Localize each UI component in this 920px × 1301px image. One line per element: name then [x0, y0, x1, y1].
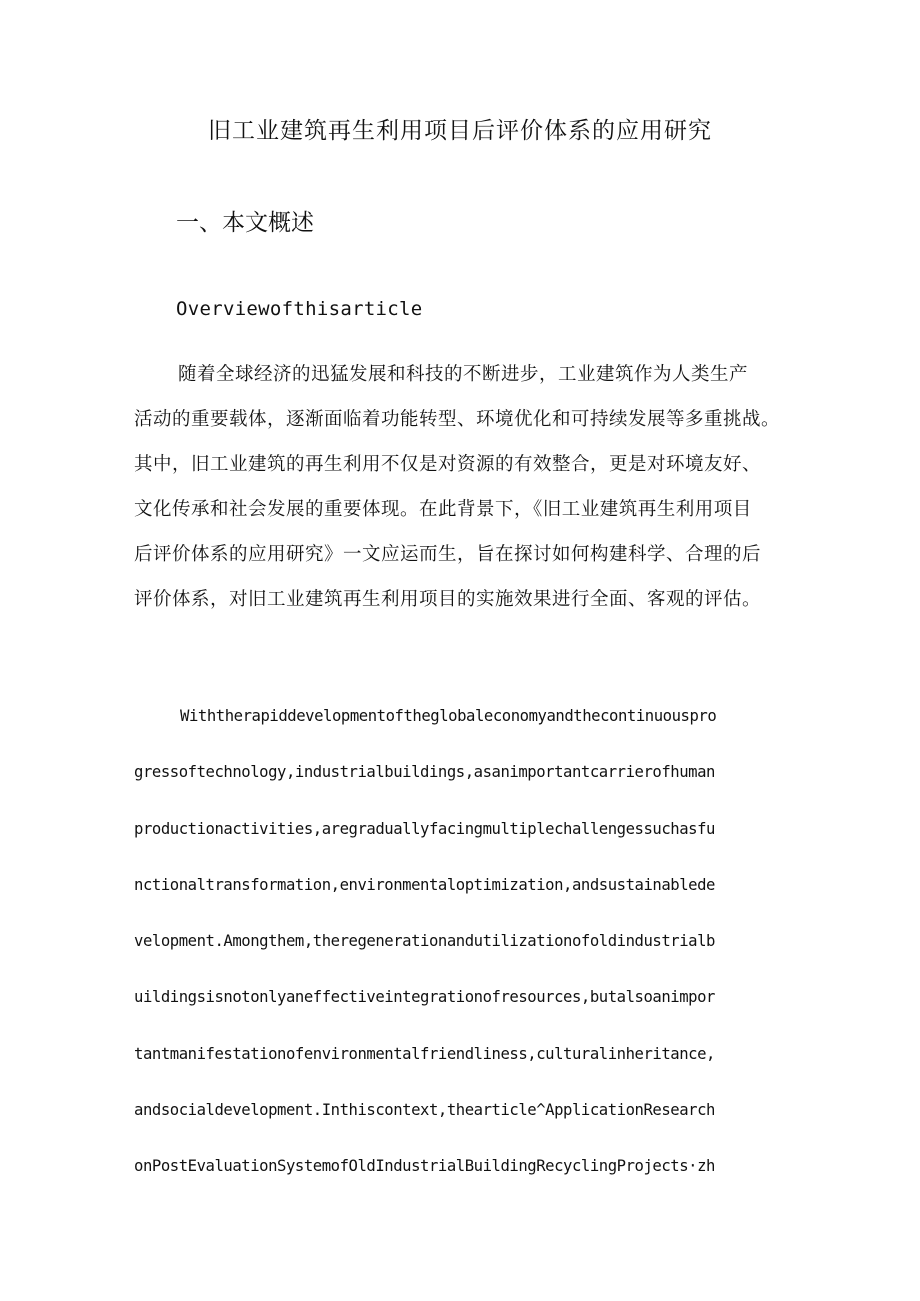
paragraph-line: 活动的重要载体，逐渐面临着功能转型、环境优化和可持续发展等多重挑战。 — [134, 409, 781, 430]
section-heading-en: Overviewofthisarticle — [176, 298, 423, 320]
section-heading: 一、本文概述 — [176, 210, 314, 236]
paragraph-line: tantmanifestationofenvironmentalfriendliness,culturalinheritance, — [134, 1044, 715, 1063]
paragraph-line: gressoftechnology,industrialbuildings,asanimportantcarrierofhuman — [134, 763, 715, 782]
paragraph-line: 文化传承和社会发展的重要体现。在此背景下，《旧工业建筑再生利用项目 — [134, 499, 752, 520]
paragraph-line: velopment.Amongthem,theregenerationandutilizationofoldindustrialb — [134, 932, 715, 951]
paragraph-line: productionactivities,aregraduallyfacingmultiplechallengessuchasfu — [134, 819, 715, 838]
document-title: 旧工业建筑再生利用项目后评价体系的应用研究 — [208, 118, 712, 144]
paragraph-line: 后评价体系的应用研究》一文应运而生，旨在探讨如何构建科学、合理的后 — [134, 544, 762, 565]
paragraph-line: nctionaltransformation,environmentaloptimization,andsustainablede — [134, 875, 715, 894]
paragraph-line: andsocialdevelopment.Inthiscontext,thearticle^ApplicationResearch — [134, 1101, 715, 1120]
paragraph-line: 其中，旧工业建筑的再生利用不仅是对资源的有效整合，更是对环境友好、 — [134, 454, 762, 475]
chinese-paragraph — [134, 352, 794, 622]
paragraph-line: uildingsisnotonlyaneffectiveintegrationofresources,butalsoanimpor — [134, 988, 715, 1007]
paragraph-line: 随着全球经济的迅猛发展和科技的不断进步，工业建筑作为人类生产 — [178, 364, 749, 385]
paragraph-line: Withtherapiddevelopmentoftheglobaleconomyandthecontinuouspro — [180, 707, 717, 725]
paragraph-line: 评价体系，对旧工业建筑再生利用项目的实施效果进行全面、客观的评估。 — [134, 589, 762, 610]
english-paragraph — [134, 688, 794, 1195]
paragraph-line: onPostEvaluationSystemofOldIndustrialBuildingRecyclingProjects·zh — [134, 1157, 715, 1176]
